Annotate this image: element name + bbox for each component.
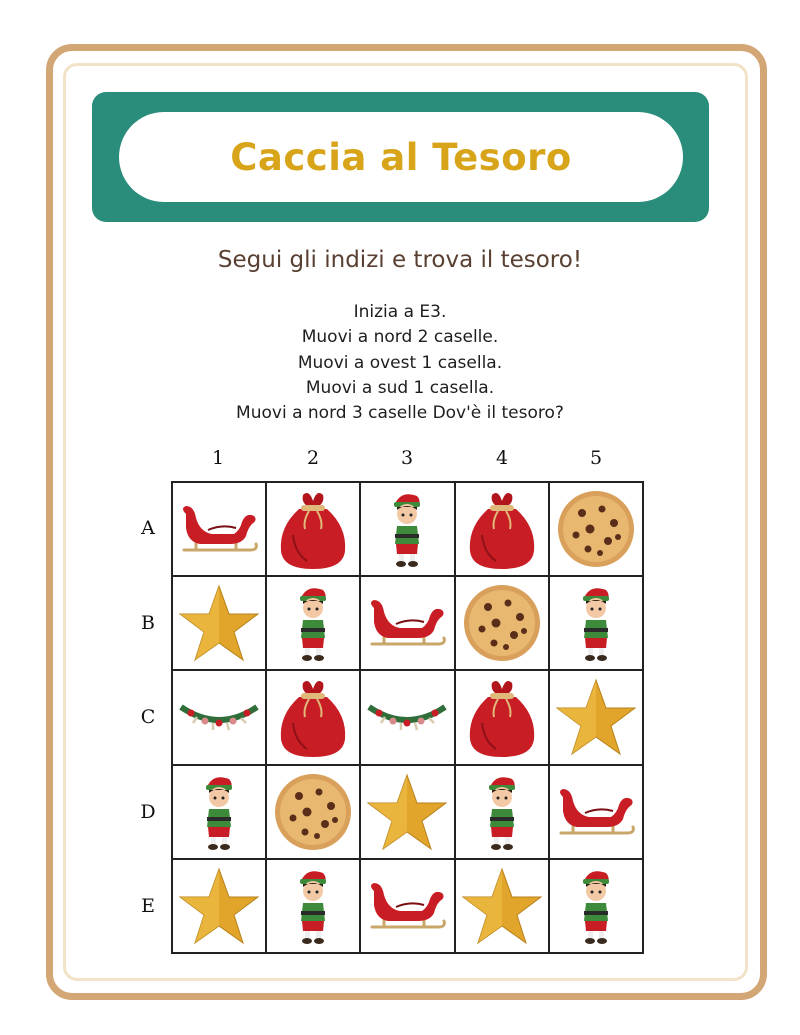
star-icon bbox=[179, 584, 259, 662]
title-pill bbox=[119, 112, 683, 202]
grid-cell-e2 bbox=[266, 859, 360, 953]
sleigh-icon bbox=[178, 500, 260, 558]
grid-cell-c2 bbox=[266, 670, 360, 764]
star-icon bbox=[556, 678, 636, 756]
grid-cell-a3 bbox=[360, 482, 454, 576]
grid-cell-a2 bbox=[266, 482, 360, 576]
clue-line: Muovi a ovest 1 casella. bbox=[297, 352, 503, 373]
cookie-icon bbox=[273, 772, 353, 852]
grid-cell-b4 bbox=[455, 576, 549, 670]
page-title: Caccia al Tesoro bbox=[230, 135, 572, 179]
clue-line: Muovi a nord 3 caselle Dov'è il tesoro? bbox=[236, 403, 564, 424]
elf-icon bbox=[293, 582, 333, 664]
elf-icon bbox=[199, 771, 239, 853]
treasure-grid bbox=[171, 481, 644, 954]
elf-icon bbox=[482, 771, 522, 853]
gift-sack-icon bbox=[462, 487, 542, 571]
grid-cell-b5 bbox=[549, 576, 643, 670]
star-icon bbox=[179, 867, 259, 945]
gift-sack-icon bbox=[273, 675, 353, 759]
clue-line: Muovi a nord 2 caselle. bbox=[301, 327, 499, 348]
gift-sack-icon bbox=[273, 487, 353, 571]
grid-cell-d5 bbox=[549, 765, 643, 859]
column-header: 1 bbox=[211, 447, 225, 469]
grid-cell-e1 bbox=[172, 859, 266, 953]
grid-cell-e3 bbox=[360, 859, 454, 953]
grid-cell-d1 bbox=[172, 765, 266, 859]
grid-cell-b1 bbox=[172, 576, 266, 670]
cookie-icon bbox=[556, 489, 636, 569]
elf-icon bbox=[293, 865, 333, 947]
star-icon bbox=[462, 867, 542, 945]
clue-list bbox=[0, 300, 800, 426]
grid-cell-a5 bbox=[549, 482, 643, 576]
grid-cell-b2 bbox=[266, 576, 360, 670]
elf-icon bbox=[387, 488, 427, 570]
garland-icon bbox=[365, 699, 449, 735]
grid-cell-c4 bbox=[455, 670, 549, 764]
row-header: E bbox=[141, 895, 155, 917]
column-header: 5 bbox=[589, 447, 603, 469]
page-subtitle: Segui gli indizi e trova il tesoro! bbox=[217, 247, 583, 273]
grid-cell-c3 bbox=[360, 670, 454, 764]
sleigh-icon bbox=[366, 594, 448, 652]
grid-cell-c1 bbox=[172, 670, 266, 764]
grid-cell-e4 bbox=[455, 859, 549, 953]
clue-line: Inizia a E3. bbox=[353, 302, 447, 322]
column-header: 3 bbox=[400, 447, 414, 469]
sleigh-icon bbox=[366, 877, 448, 935]
column-header: 2 bbox=[306, 447, 320, 469]
grid-cell-a4 bbox=[455, 482, 549, 576]
elf-icon bbox=[576, 865, 616, 947]
grid-cell-d3 bbox=[360, 765, 454, 859]
grid-cell-a1 bbox=[172, 482, 266, 576]
row-header: C bbox=[140, 706, 156, 728]
gift-sack-icon bbox=[462, 675, 542, 759]
row-header: B bbox=[141, 612, 155, 634]
clue-line: Muovi a sud 1 casella. bbox=[305, 377, 495, 398]
grid-cell-d2 bbox=[266, 765, 360, 859]
grid-cell-e5 bbox=[549, 859, 643, 953]
grid-cell-c5 bbox=[549, 670, 643, 764]
star-icon bbox=[367, 773, 447, 851]
grid-cell-b3 bbox=[360, 576, 454, 670]
row-header: A bbox=[141, 517, 155, 539]
garland-icon bbox=[177, 699, 261, 735]
grid-cell-d4 bbox=[455, 765, 549, 859]
sleigh-icon bbox=[555, 783, 637, 841]
elf-icon bbox=[576, 582, 616, 664]
row-header: D bbox=[140, 801, 156, 823]
cookie-icon bbox=[462, 583, 542, 663]
column-header: 4 bbox=[495, 447, 509, 469]
